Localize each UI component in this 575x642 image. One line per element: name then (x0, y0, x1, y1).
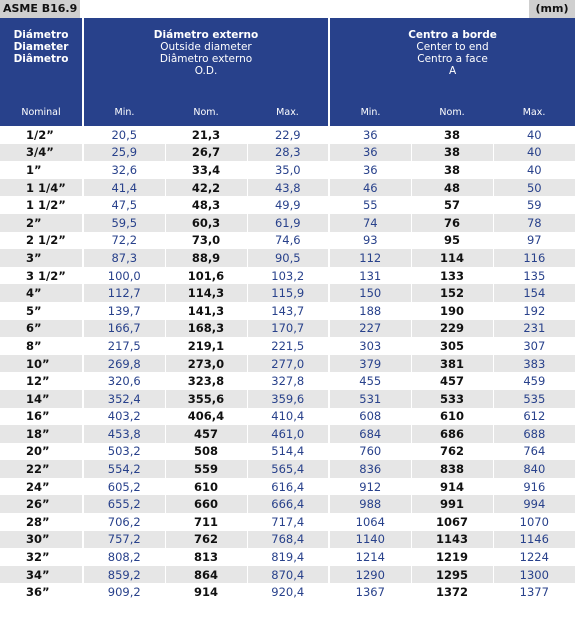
cell-nominal: 14” (0, 390, 83, 408)
cell-nominal: 28” (0, 513, 83, 531)
cell-ce-nom: 1143 (411, 531, 493, 549)
cell-od-nom: 406,4 (165, 408, 247, 426)
table-row (0, 478, 575, 496)
cell-ce-nom: 381 (411, 355, 493, 373)
cell-nominal: 10” (0, 355, 83, 373)
cell-ce-nom: 686 (411, 425, 493, 443)
top-bar (0, 0, 575, 18)
cell-nominal: 34” (0, 566, 83, 584)
header-sub-row (0, 99, 575, 126)
cell-ce-min: 303 (329, 337, 411, 355)
cell-ce-nom: 133 (411, 267, 493, 285)
cell-nominal: 2” (0, 214, 83, 232)
cell-ce-max: 116 (493, 249, 575, 267)
cell-ce-nom: 1067 (411, 513, 493, 531)
cell-od-max: 461,0 (247, 425, 329, 443)
cell-nominal: 6” (0, 320, 83, 338)
cell-ce-max: 1224 (493, 548, 575, 566)
cell-od-max: 35,0 (247, 161, 329, 179)
cell-ce-nom: 190 (411, 302, 493, 320)
cell-od-max: 768,4 (247, 531, 329, 549)
cell-od-max: 43,8 (247, 179, 329, 197)
cell-od-max: 90,5 (247, 249, 329, 267)
cell-ce-nom: 152 (411, 284, 493, 302)
cell-ce-nom: 57 (411, 196, 493, 214)
table-row (0, 161, 575, 179)
cell-ce-nom: 762 (411, 443, 493, 461)
cell-ce-nom: 610 (411, 408, 493, 426)
cell-od-max: 327,8 (247, 372, 329, 390)
cell-od-max: 359,6 (247, 390, 329, 408)
table-row (0, 548, 575, 566)
cell-nominal: 3” (0, 249, 83, 267)
cell-od-min: 87,3 (83, 249, 165, 267)
cell-od-min: 47,5 (83, 196, 165, 214)
header-ce-pt: Centro a face (417, 53, 488, 65)
cell-ce-max: 40 (493, 161, 575, 179)
cell-od-nom: 21,3 (165, 126, 247, 144)
cell-od-min: 25,9 (83, 144, 165, 162)
cell-ce-max: 1300 (493, 566, 575, 584)
cell-ce-min: 836 (329, 460, 411, 478)
cell-ce-nom: 229 (411, 320, 493, 338)
cell-ce-max: 78 (493, 214, 575, 232)
header-diameter-es: Diámetro (13, 29, 69, 41)
header-diameter-pt: Diâmetro (13, 53, 69, 65)
cell-ce-max: 612 (493, 408, 575, 426)
cell-od-nom: 114,3 (165, 284, 247, 302)
cell-od-nom: 864 (165, 566, 247, 584)
table-row (0, 390, 575, 408)
cell-ce-min: 131 (329, 267, 411, 285)
cell-nominal: 3/4” (0, 144, 83, 162)
table-row (0, 355, 575, 373)
cell-ce-min: 227 (329, 320, 411, 338)
cell-od-max: 870,4 (247, 566, 329, 584)
header-ce-min: Min. (329, 99, 411, 126)
header-od-es: Diámetro externo (153, 29, 259, 41)
cell-ce-nom: 95 (411, 232, 493, 250)
table-row (0, 320, 575, 338)
table-row (0, 531, 575, 549)
table-row (0, 284, 575, 302)
cell-ce-max: 192 (493, 302, 575, 320)
cell-od-max: 920,4 (247, 583, 329, 601)
cell-od-max: 221,5 (247, 337, 329, 355)
cell-od-min: 859,2 (83, 566, 165, 584)
cell-ce-min: 1064 (329, 513, 411, 531)
cell-od-min: 269,8 (83, 355, 165, 373)
table-row (0, 302, 575, 320)
cell-nominal: 32” (0, 548, 83, 566)
cell-od-min: 352,4 (83, 390, 165, 408)
cell-ce-min: 912 (329, 478, 411, 496)
cell-ce-max: 40 (493, 126, 575, 144)
cell-nominal: 26” (0, 495, 83, 513)
cell-ce-min: 455 (329, 372, 411, 390)
cell-ce-min: 531 (329, 390, 411, 408)
table-row (0, 408, 575, 426)
cell-ce-min: 188 (329, 302, 411, 320)
cell-od-max: 616,4 (247, 478, 329, 496)
cell-od-max: 666,4 (247, 495, 329, 513)
cell-od-min: 166,7 (83, 320, 165, 338)
cell-ce-min: 1290 (329, 566, 411, 584)
cell-od-min: 554,2 (83, 460, 165, 478)
cell-od-min: 320,6 (83, 372, 165, 390)
cell-od-nom: 323,8 (165, 372, 247, 390)
cell-nominal: 1 1/2” (0, 196, 83, 214)
cell-od-min: 808,2 (83, 548, 165, 566)
cell-od-nom: 457 (165, 425, 247, 443)
header-od-max: Max. (247, 99, 329, 126)
cell-ce-max: 154 (493, 284, 575, 302)
cell-ce-nom: 838 (411, 460, 493, 478)
cell-od-max: 410,4 (247, 408, 329, 426)
table-row (0, 214, 575, 232)
cell-nominal: 20” (0, 443, 83, 461)
cell-ce-min: 684 (329, 425, 411, 443)
table-row (0, 372, 575, 390)
header-ce-abbr: A (448, 65, 457, 77)
cell-ce-min: 74 (329, 214, 411, 232)
cell-nominal: 8” (0, 337, 83, 355)
cell-ce-max: 840 (493, 460, 575, 478)
cell-od-min: 100,0 (83, 267, 165, 285)
header-od-pt: Diâmetro externo (159, 53, 253, 65)
header-ce-es: Centro a borde (408, 29, 497, 41)
cell-ce-max: 307 (493, 337, 575, 355)
cell-ce-min: 36 (329, 126, 411, 144)
cell-od-max: 277,0 (247, 355, 329, 373)
table-row (0, 425, 575, 443)
cell-ce-nom: 1219 (411, 548, 493, 566)
cell-od-min: 453,8 (83, 425, 165, 443)
cell-od-min: 41,4 (83, 179, 165, 197)
cell-nominal: 4” (0, 284, 83, 302)
cell-od-nom: 559 (165, 460, 247, 478)
cell-od-nom: 355,6 (165, 390, 247, 408)
table-body (0, 126, 575, 601)
cell-od-min: 217,5 (83, 337, 165, 355)
cell-ce-max: 916 (493, 478, 575, 496)
cell-od-nom: 219,1 (165, 337, 247, 355)
cell-od-max: 115,9 (247, 284, 329, 302)
cell-ce-nom: 305 (411, 337, 493, 355)
cell-od-nom: 508 (165, 443, 247, 461)
cell-ce-nom: 991 (411, 495, 493, 513)
cell-nominal: 1 1/4” (0, 179, 83, 197)
cell-ce-max: 135 (493, 267, 575, 285)
cell-ce-nom: 457 (411, 372, 493, 390)
cell-od-min: 655,2 (83, 495, 165, 513)
cell-ce-min: 112 (329, 249, 411, 267)
cell-ce-nom: 914 (411, 478, 493, 496)
cell-od-min: 403,2 (83, 408, 165, 426)
cell-ce-nom: 533 (411, 390, 493, 408)
cell-ce-min: 55 (329, 196, 411, 214)
cell-ce-max: 231 (493, 320, 575, 338)
cell-od-max: 49,9 (247, 196, 329, 214)
cell-od-nom: 88,9 (165, 249, 247, 267)
cell-od-min: 72,2 (83, 232, 165, 250)
cell-ce-min: 46 (329, 179, 411, 197)
table-row (0, 513, 575, 531)
cell-od-nom: 33,4 (165, 161, 247, 179)
cell-od-nom: 168,3 (165, 320, 247, 338)
table-row (0, 583, 575, 601)
cell-ce-nom: 38 (411, 144, 493, 162)
cell-ce-max: 40 (493, 144, 575, 162)
cell-ce-max: 59 (493, 196, 575, 214)
cell-ce-nom: 1295 (411, 566, 493, 584)
unit-label: (mm) (529, 0, 575, 18)
cell-ce-min: 988 (329, 495, 411, 513)
cell-nominal: 2 1/2” (0, 232, 83, 250)
header-nominal: Nominal (0, 99, 83, 126)
dimensions-table (0, 18, 575, 601)
cell-ce-min: 93 (329, 232, 411, 250)
cell-od-min: 20,5 (83, 126, 165, 144)
cell-od-max: 103,2 (247, 267, 329, 285)
cell-nominal: 3 1/2” (0, 267, 83, 285)
cell-nominal: 12” (0, 372, 83, 390)
cell-ce-min: 36 (329, 161, 411, 179)
cell-od-nom: 73,0 (165, 232, 247, 250)
cell-ce-min: 1140 (329, 531, 411, 549)
cell-od-min: 605,2 (83, 478, 165, 496)
cell-ce-nom: 38 (411, 161, 493, 179)
cell-od-nom: 42,2 (165, 179, 247, 197)
cell-od-min: 706,2 (83, 513, 165, 531)
cell-od-max: 143,7 (247, 302, 329, 320)
cell-od-nom: 60,3 (165, 214, 247, 232)
cell-nominal: 36” (0, 583, 83, 601)
table-row (0, 144, 575, 162)
cell-od-max: 28,3 (247, 144, 329, 162)
cell-ce-max: 688 (493, 425, 575, 443)
header-ce-nom: Nom. (411, 99, 493, 126)
header-od-en: Outside diameter (160, 41, 252, 53)
cell-ce-nom: 38 (411, 126, 493, 144)
cell-od-max: 717,4 (247, 513, 329, 531)
cell-ce-max: 535 (493, 390, 575, 408)
header-outside-diameter (83, 18, 329, 99)
cell-ce-max: 50 (493, 179, 575, 197)
header-od-min: Min. (83, 99, 165, 126)
cell-ce-min: 36 (329, 144, 411, 162)
table-row (0, 267, 575, 285)
header-od-nom: Nom. (165, 99, 247, 126)
cell-nominal: 18” (0, 425, 83, 443)
cell-od-nom: 813 (165, 548, 247, 566)
header-group-row (0, 18, 575, 99)
cell-nominal: 1” (0, 161, 83, 179)
cell-od-nom: 101,6 (165, 267, 247, 285)
cell-ce-max: 1146 (493, 531, 575, 549)
cell-od-max: 74,6 (247, 232, 329, 250)
header-ce-max: Max. (493, 99, 575, 126)
header-diameter-en: Diameter (13, 41, 69, 53)
cell-ce-min: 150 (329, 284, 411, 302)
cell-nominal: 30” (0, 531, 83, 549)
table-row (0, 179, 575, 197)
cell-od-nom: 610 (165, 478, 247, 496)
cell-ce-nom: 48 (411, 179, 493, 197)
cell-od-nom: 273,0 (165, 355, 247, 373)
cell-ce-nom: 76 (411, 214, 493, 232)
cell-ce-max: 1070 (493, 513, 575, 531)
cell-od-min: 757,2 (83, 531, 165, 549)
cell-od-max: 22,9 (247, 126, 329, 144)
header-center-to-end (329, 18, 575, 99)
cell-od-min: 32,6 (83, 161, 165, 179)
cell-od-max: 170,7 (247, 320, 329, 338)
cell-od-nom: 914 (165, 583, 247, 601)
cell-od-nom: 48,3 (165, 196, 247, 214)
cell-ce-max: 383 (493, 355, 575, 373)
cell-ce-min: 1214 (329, 548, 411, 566)
cell-ce-nom: 1372 (411, 583, 493, 601)
table-row (0, 196, 575, 214)
cell-od-min: 59,5 (83, 214, 165, 232)
cell-nominal: 1/2” (0, 126, 83, 144)
cell-ce-nom: 114 (411, 249, 493, 267)
cell-od-min: 139,7 (83, 302, 165, 320)
table-row (0, 126, 575, 144)
cell-nominal: 24” (0, 478, 83, 496)
cell-nominal: 16” (0, 408, 83, 426)
standard-label: ASME B16.9 (0, 0, 80, 18)
cell-od-nom: 762 (165, 531, 247, 549)
cell-od-max: 514,4 (247, 443, 329, 461)
cell-ce-min: 379 (329, 355, 411, 373)
table-row (0, 232, 575, 250)
cell-ce-min: 608 (329, 408, 411, 426)
cell-od-nom: 26,7 (165, 144, 247, 162)
cell-od-max: 61,9 (247, 214, 329, 232)
table-row (0, 460, 575, 478)
cell-ce-min: 760 (329, 443, 411, 461)
cell-ce-max: 459 (493, 372, 575, 390)
cell-ce-max: 764 (493, 443, 575, 461)
cell-nominal: 22” (0, 460, 83, 478)
cell-od-nom: 141,3 (165, 302, 247, 320)
cell-od-max: 565,4 (247, 460, 329, 478)
table-row (0, 495, 575, 513)
cell-od-min: 112,7 (83, 284, 165, 302)
table-row (0, 443, 575, 461)
cell-ce-max: 1377 (493, 583, 575, 601)
header-od-abbr: O.D. (194, 65, 218, 77)
table-row (0, 249, 575, 267)
cell-od-min: 503,2 (83, 443, 165, 461)
cell-ce-max: 994 (493, 495, 575, 513)
cell-ce-max: 97 (493, 232, 575, 250)
cell-nominal: 5” (0, 302, 83, 320)
header-ce-en: Center to end (416, 41, 489, 53)
cell-od-max: 819,4 (247, 548, 329, 566)
table-row (0, 337, 575, 355)
cell-od-nom: 711 (165, 513, 247, 531)
cell-od-nom: 660 (165, 495, 247, 513)
header-diameter (0, 18, 83, 99)
cell-ce-min: 1367 (329, 583, 411, 601)
cell-od-min: 909,2 (83, 583, 165, 601)
table-row (0, 566, 575, 584)
